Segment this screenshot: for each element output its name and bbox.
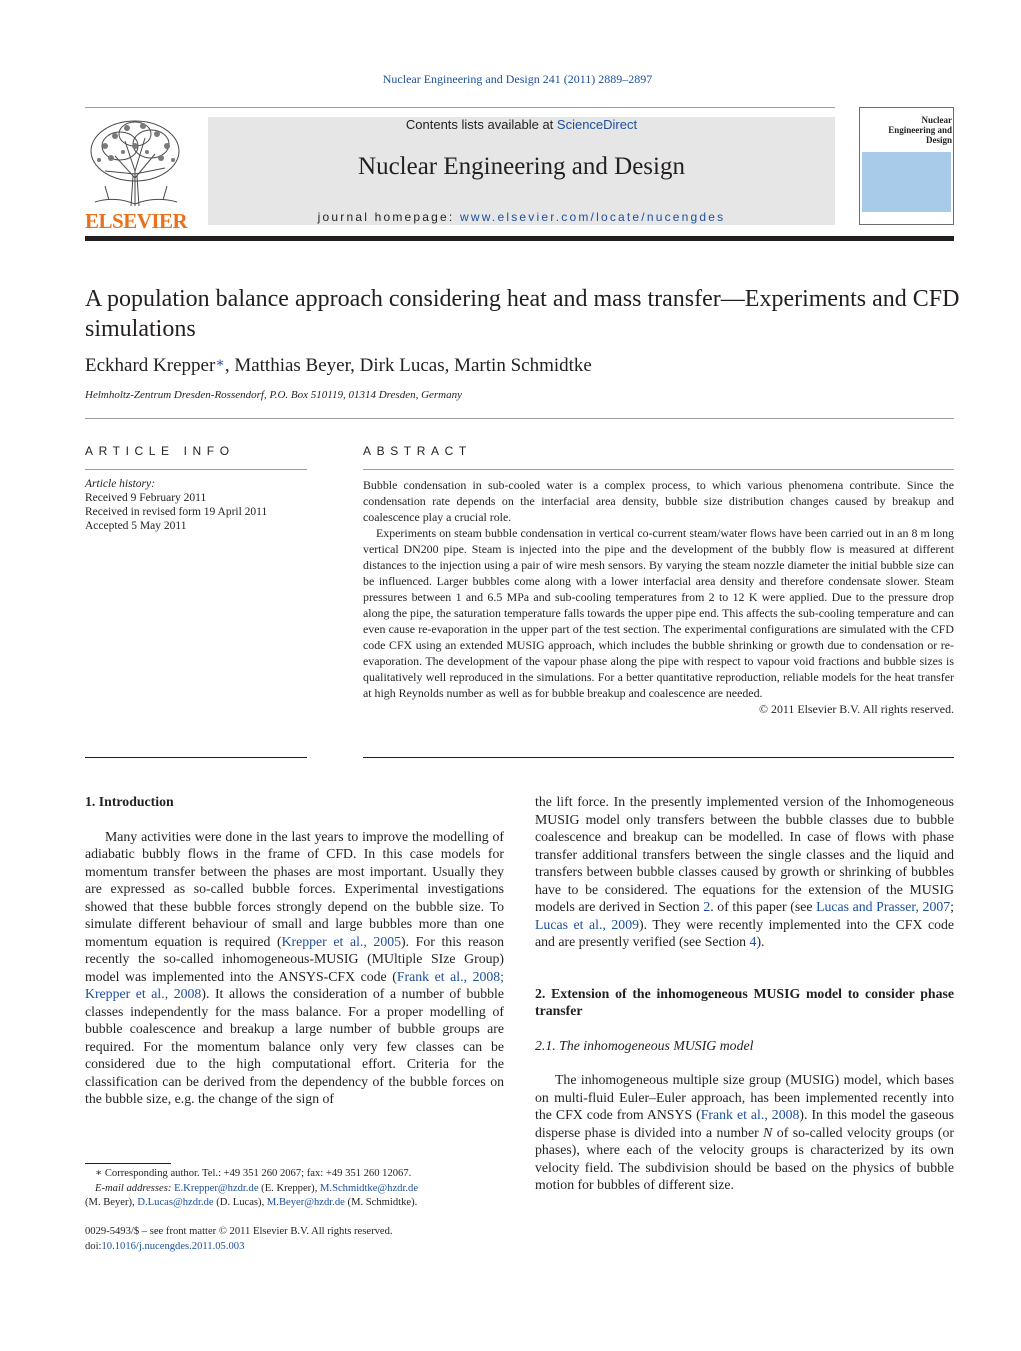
intro-paragraph-cont [535, 793, 954, 951]
contents-prefix: Contents lists available at [405, 117, 557, 132]
cover-footer [862, 214, 951, 222]
right-text-a: the lift force. In the presently implemented version of the Inhomogeneous MUSIG model only transfers between the bubble classes due to bubble coalescence and breakup can be modelled. In case of flows with phase transfer additional transfers between the single classes and the liquid and transfers between bubble classes caused by growth or shrinking of bubbles have to be considered. The equations for the extension of the MUSIG models are derived in Section [535, 794, 954, 914]
footnotes [85, 1167, 515, 1211]
history-accepted: Accepted 5 May 2011 [85, 520, 187, 532]
journal-citation[interactable]: Nuclear Engineering and Design 241 (2011) 2889–2897 [382, 72, 653, 86]
article-info-heading: ARTICLE INFO [85, 444, 235, 458]
author-list [85, 355, 965, 377]
abstract-body [363, 477, 954, 717]
doi-line [85, 1240, 515, 1255]
email-krepper-name: (E. Krepper), [258, 1182, 321, 1194]
email-label: E-mail addresses: [95, 1182, 172, 1194]
ref-lucas-prasser-2007[interactable]: Lucas and Prasser, 2007 [816, 899, 951, 914]
email-footnote-line-2 [85, 1196, 515, 1211]
cover-image [862, 152, 951, 212]
spacer [535, 1054, 954, 1071]
abstract-bottom-rule [363, 757, 954, 758]
email-beyer-name: (M. Beyer), [85, 1197, 138, 1208]
ref-separator: ; [950, 899, 954, 914]
contents-line [208, 117, 835, 132]
sciencedirect-link[interactable]: ScienceDirect [556, 117, 638, 132]
right-text-b: . of this paper (see [710, 899, 817, 914]
intro-text-b: ). For this reason recently the so-called inhomogeneous-MUSIG (MUltiple SIze Group) model was implemented into the ANSYS-CFX code ( [85, 933, 505, 984]
email-schmidtke[interactable]: M.Schmidtke@hzdr.de [320, 1182, 419, 1194]
body-left-column [85, 793, 504, 1108]
ref-frank-2008[interactable]: Frank et al., 2008; [396, 968, 505, 984]
section-2-1-heading: 2.1. The inhomogeneous MUSIG model [535, 1037, 754, 1053]
spacer [535, 951, 954, 985]
spacer [85, 811, 504, 828]
section-1-heading: 1. Introduction [85, 794, 174, 809]
elsevier-wordmark: ELSEVIER [85, 209, 188, 233]
abstract-rule [363, 469, 954, 470]
front-matter-line: 0029-5493/$ – see front matter © 2011 Elsevier B.V. All rights reserved. [85, 1226, 393, 1237]
ref-krepper-2005[interactable]: Krepper et al., 2005 [281, 933, 402, 949]
doi-label: doi: [85, 1240, 102, 1252]
article-info-bottom-rule [85, 757, 307, 758]
musig-text-a: The inhomogeneous multiple size group (MUSIG) model, which bases on multi-fluid Euler–Euler approach, has been implemented recently into the CFX code from ANSYS ( [535, 1072, 954, 1122]
ref-frank-2008-b[interactable]: Frank et al., 2008 [700, 1107, 800, 1122]
author-krepper: Eckhard Krepper [85, 355, 216, 376]
footnote-rule [85, 1163, 171, 1164]
section-2-heading: 2. Extension of the inhomogeneous MUSIG model to consider phase transfer [535, 985, 954, 1018]
ref-section-4[interactable]: 4 [749, 934, 757, 949]
article-history [85, 477, 307, 533]
email-schmidtke-name: (M. Schmidtke). [344, 1197, 418, 1208]
homepage-link[interactable]: www.elsevier.com/locate/nucengdes [459, 210, 726, 224]
abstract-copyright: © 2011 Elsevier B.V. All rights reserved. [759, 702, 954, 716]
corresponding-author-footnote: ∗ Corresponding author. Tel.: +49 351 260 2067; fax: +49 351 260 12067. [95, 1168, 412, 1179]
ref-section-2[interactable]: 2 [703, 899, 711, 914]
spacer [535, 1020, 954, 1037]
journal-header-band [208, 117, 835, 225]
intro-paragraph-1 [85, 828, 504, 1108]
abstract-heading: ABSTRACT [363, 444, 472, 458]
cover-title: Nuclear Engineering and Design [888, 115, 952, 145]
email-footnote-line-1 [85, 1182, 515, 1197]
journal-homepage [208, 210, 835, 224]
journal-cover-thumbnail[interactable] [859, 107, 954, 225]
article-title: A population balance approach considering heat and mass transfer—Experiments and CFD simulations [85, 286, 960, 342]
section-2-1-paragraph [535, 1071, 954, 1194]
co-authors: , Matthias Beyer, Dirk Lucas, Martin Schmidtke [224, 355, 592, 376]
doi-link[interactable]: 10.1016/j.nucengdes.2011.05.003 [101, 1240, 245, 1252]
history-label: Article history: [85, 478, 155, 490]
header-thick-rule [85, 236, 954, 241]
title-rule [85, 418, 954, 419]
musig-text-b: ). In this model the gaseous disperse phase is divided into a number [535, 1107, 954, 1140]
email-lucas-name: (D. Lucas), [213, 1197, 267, 1208]
history-received: Received 9 February 2011 [85, 492, 207, 504]
right-text-d: ). [756, 934, 765, 949]
musig-text-c: of so-called velocity groups (or phases), where each of the velocity groups is characterized by its own velocity field. The subdivision should be based on the physics of bubble motion for bubbles of different size. [535, 1124, 955, 1192]
journal-title: Nuclear Engineering and Design [358, 153, 685, 180]
email-krepper[interactable]: E.Krepper@hzdr.de [174, 1182, 259, 1194]
header-rule [85, 107, 835, 108]
ref-krepper-2008[interactable]: Krepper et al., 2008 [85, 986, 202, 1001]
ref-lucas-2009[interactable]: Lucas et al., 2009 [535, 916, 639, 932]
history-revised: Received in revised form 19 April 2011 [85, 506, 268, 518]
intro-text-a: Many activities were done in the last years to improve the modelling of adiabatic bubbly flows in the frame of CFD. In this case models for momentum transfer between the phases are most important. Usually they are expressed as so-called bubble forces. Experimental investigations showed that these bubble forces strongly depend on the bubble size. To simulate different behaviour of small and large bubbles more than one momentum equation is required ( [85, 828, 504, 949]
elsevier-tree-icon [85, 116, 185, 208]
variable-n: N [763, 1124, 773, 1140]
front-matter [85, 1225, 515, 1254]
homepage-prefix: journal homepage: [317, 210, 460, 224]
corresponding-author-marker[interactable]: ∗ [215, 356, 225, 371]
abstract-paragraph-2: Experiments on steam bubble condensation in vertical co-current steam/water flows have been carried out in an 8 m long vertical DN200 pipe. Steam is injected into the pipe and the development of the bubbly flow is measured at different distances to the injection using a pair of wire mesh sensors. By varying the steam nozzle diameter the initial bubble size can be influenced. Larger bubbles come along with a lower interfacial area density and therefore condensate slower. Steam pressures between 1 and 6.5 MPa and sub-cooling temperatures from 2 to 12 K were applied. Due to the pressure drop along the pipe, the saturation temperature falls towards the upper pipe end. This affects the sub-cooling temperature and can even cause re-evaporation in the upper part of the test section. The experimental configurations are simulated with the CFD code CFX using an extended MUSIG approach, which includes the bubble shrinking or growth due to condensation or re-evaporation. The development of the vapour phase along the pipe with respect to vapour void fractions and bubble sizes is qualitatively well reproduced in the simulations. For a better quantitative reproduction, reliable models for the heat transfer at high Reynolds number as well as for bubble breakup and coalescence are needed. [363, 526, 954, 700]
email-lucas[interactable]: D.Lucas@hzdr.de [137, 1197, 214, 1208]
affiliation: Helmholtz-Zentrum Dresden-Rossendorf, P.O. Box 510119, 01314 Dresden, Germany [85, 389, 463, 401]
article-info-rule [85, 469, 307, 470]
intro-text-c: ). It allows the consideration of a number of bubble classes independently for the mass balance. For a proper modelling of bubble coalescence and breakup a large number of bubble groups are required. For the momentum balance only very few classes can be considered due to the high computational effort. Criteria for the classification can be derived from the dependency of the bubble forces on the bubble size, e.g. the change of the sign of [85, 986, 505, 1106]
abstract-paragraph-1: Bubble condensation in sub-cooled water is a complex process, to which various phenomena contribute. Since the condensation rate depends on the interfacial area density, bubble size distribution changes caused by breakup and coalescence play a crucial role. [363, 478, 954, 524]
elsevier-logo[interactable] [85, 116, 188, 233]
body-right-column [535, 793, 954, 1194]
right-text-c: ). They were recently implemented into the CFX code and are presently verified (see Section [535, 916, 954, 949]
email-beyer[interactable]: M.Beyer@hzdr.de [266, 1197, 345, 1208]
